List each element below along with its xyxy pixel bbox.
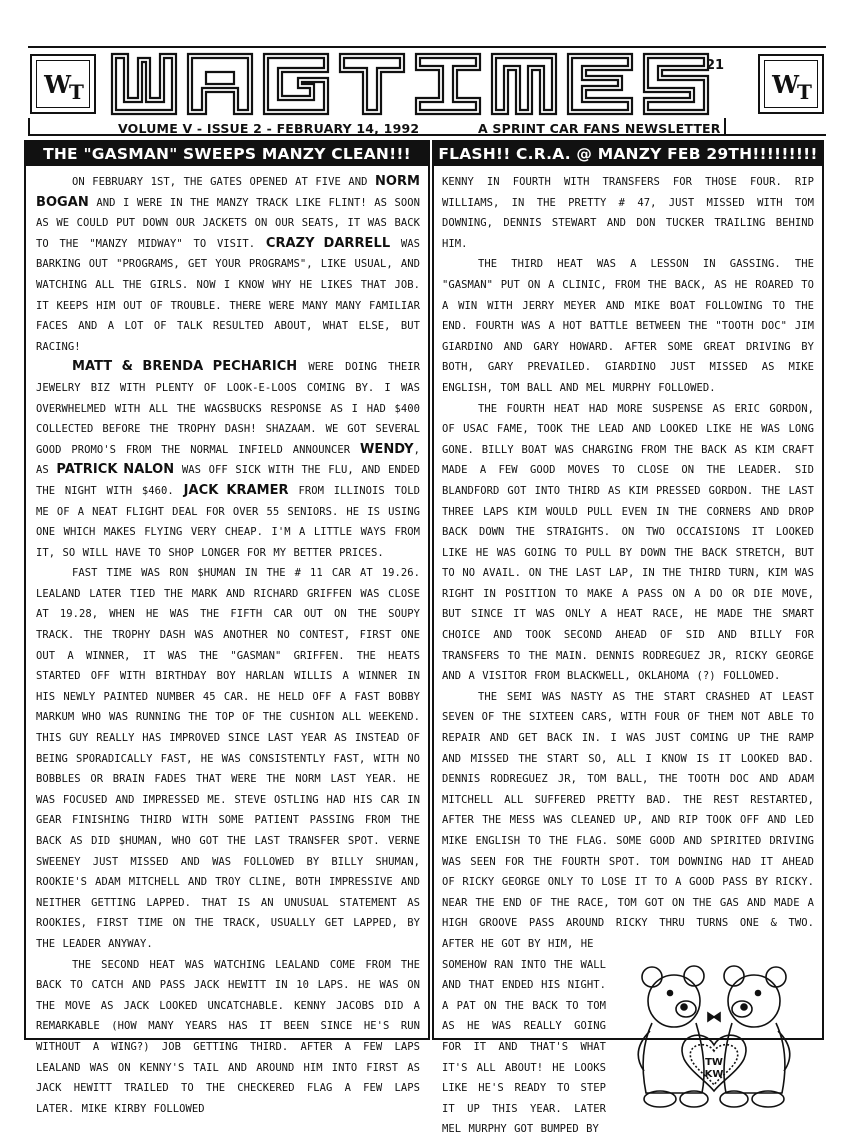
article-paragraph: SOMEHOW RAN INTO THE WALL AND THAT ENDED HIS NIGHT. A PAT ON THE BACK TO TOM AS HE WAS REALLY GOING FOR IT AND THAT'S WHAT IT'S ALL ABOUT! HE LOOKS LIKE HE'S READY TO STEP IT UP THIS YEAR. LATER MEL MURPHY GOT BUMPED BY [442,958,606,1136]
right-headline: FLASH!! C.R.A. @ MANZY FEB 29TH!!!!!!!!! [434,142,822,166]
teddy-bears-heart-illustration [614,961,814,1111]
wagtimes-title [108,50,748,118]
newsletter-tagline: A SPRINT CAR FANS NEWSLETTER [478,121,721,136]
name-crazy-darrell: CRAZY DARRELL [265,235,391,251]
title-letter-m [492,54,556,114]
wt-logo-left: $W_T$ [30,54,96,114]
name-jack-kramer: JACK KRAMER [183,482,289,498]
left-article-column [24,140,430,1115]
article-paragraph: MATT & BRENDA PECHARICH WERE DOING THEIR JEWELRY BIZ WITH PLENTY OF LOOK-E-LOOS COMING BY. I WAS OVERWHELMED WITH ALL THE WAGSBUCKS RESPONSE AS I HAD $400 COLLECTED BEFORE THE TROPHY DASH! SHAZAAM. WE GOT SEVERAL GOOD PROMO'S FROM THE NORMAL INFIELD ANNOUNCER WENDY, AS PATRICK NALON WAS OFF SICK WITH THE FLU, AND ENDED THE NIGHT WITH $460. JACK KRAMER FROM ILLINOIS TOLD ME OF A NEAT FLIGHT DEAL FOR OVER 55 SENIORS. HE IS USING ONE WHICH MAKES FLYING VERY CHEAP. I'M A LITTLE WAYS FROM IT, SO WILL HAVE TO SHOP LONGER FOR MY BETTER PRICES. [36,359,421,559]
title-letter-t [340,54,404,114]
name-pecharich: MATT & BRENDA PECHARICH [72,359,298,375]
right-article-column [432,140,824,1136]
left-headline: THE "GASMAN" SWEEPS MANZY CLEAN!!! [26,142,428,166]
title-letter-s [644,54,708,114]
name-patrick-nalon: PATRICK NALON [56,462,175,478]
article-paragraph: THE SECOND HEAT WAS WATCHING LEALAND COME FROM THE BACK TO CATCH AND PASS JACK HEWITT IN 10 LAPS. HE WAS ON THE MOVE AS JACK LOOKED UNCATCHABLE. KENNY JACOBS DID A REMARKABLE (HOW MANY YEARS HAS IT BEEN SINCE HE'S RUN WITHOUT A WING?) JOB GETTING THIRD. AFTER A FEW LAPS LEALAND WAS ON KENNY'S TAIL AND AROUND HIM INTO FIRST AS JACK HEWITT TRAILED TO THE CHECKERED FLAG A FEW LAPS LATER. MIKE KIRBY FOLLOWED [36,958,420,1115]
title-letter-a [188,54,252,114]
name-norm-bogan: NORM BOGAN [36,174,421,210]
article-paragraph: ON FEBRUARY 1ST, THE GATES OPENED AT FIVE AND NORM BOGAN AND I WERE IN THE MANZY TRACK LIKE FLINT! AS SOON AS WE COULD PUT DOWN OUR JACKETS ON OUR SEATS, IT WAS BACK TO THE "MANZY MIDWAY" TO VISIT. CRAZY DARRELL WAS BARKING OUT "PROGRAMS, GET YOUR PROGRAMS", LIKE USUAL, AND WATCHING ALL THE GIRLS. NOW I KNOW WHY HE LIKES THAT JOB. IT KEEPS HIM OUT OF TROUBLE. THERE WERE MANY MANY FAMILIAR FACES AND A LOT OF TALK RESULTED ABOUT, WHAT ELSE, BUT RACING! [36,174,421,353]
article-paragraph: THE THIRD HEAT WAS A LESSON IN GASSING. THE "GASMAN" PUT ON A CLINIC, FROM THE BACK, AS HE ROARED TO A WIN WITH JERRY MEYER AND MIKE BOAT FOLLOWING TO THE END. FOURTH WAS A HOT BATTLE BETWEEN THE "TOOTH DOC" JIM GIARDINO AND GARY HOWARD. AFTER SOME GREAT DRIVING BY BOTH, GARY PREVAILED. GIARDINO JUST MISSED AS MIKE ENGLISH, TOM BALL AND MEL MURPHY FOLLOWED. [442,258,814,394]
article-paragraph: KENNY IN FOURTH WITH TRANSFERS FOR THOSE FOUR. RIP WILLIAMS, IN THE PRETTY # 47, JUST MISSED WITH TOM DOWNING, DENNIS STEWART AND DON TUCKER TRAILING BEHIND HIM. [442,176,814,250]
article-paragraph: FAST TIME WAS RON $HUMAN IN THE # 11 CAR AT 19.26. LEALAND LATER TIED THE MARK AND RICHARD GRIFFEN WAS CLOSE AT 19.28, WHEN HE WAS THE FIFTH CAR OUT ON THE SOUPY TRACK. THE TROPHY DASH WAS ANOTHER NO CONTEST, FIRST ONE OUT A WINNER, IT WAS THE "GASMAN" GRIFFEN. THE HEATS STARTED OFF WITH BIRTHDAY BOY HARLAN WILLIS A WINNER IN HIS NEWLY PAINTED NUMBER 45 CAR. HE HELD OFF A FAST BOBBY MARKUM WHO WAS RUNNING THE TOP OF THE CUSHION ALL WEEKEND. THIS GUY REALLY HAS IMPROVED SINCE LAST YEAR AS INSTEAD OF BEING SPORADICALLY FAST, HE WAS CONSISTENTLY FAST, WITH NO BOBBLES OR BRAIN FADES THAT WERE THE NORM LAST YEAR. HE WAS FOCUSED AND IMPRESSED ME. STEVE OSTLING HAD HIS CAR IN GEAR FINISHING THIRD WITH SOME PATIENT PASSING FROM THE BACK AS DID $HUMAN, WHO GOT THE LAST TRANSFER SPOT. VERNE SWEENEY JUST MISSED AND WAS FOLLOWED BY BILLY SHUMAN, ROOKIE'S ADAM MITCHELL AND TROY CLINE, BOTH IMPRESSIVE AND NEITHER GETTING LAPPED. THAT IS AN UNUSUAL STATEMENT AS ROOKIES, FIRST TIME ON THE TRACK, USUALLY GET LAPPED, BY THE LEADER ANYWAY. [36,567,420,950]
left-article-body [36,172,421,1115]
masthead-right-tick [724,118,726,134]
initials-tw: TW [705,1056,723,1068]
wt-logo-right: $W_T$ [758,54,824,114]
right-article-body [442,172,814,1136]
masthead-bottom-rule [28,134,826,136]
initials-kw: KW [704,1068,724,1080]
title-letter-g [264,54,328,114]
title-letter-i [416,54,480,114]
title-letter-w [112,54,176,114]
volume-issue-date: VOLUME V - ISSUE 2 - FEBRUARY 14, 1992 [118,121,420,136]
article-paragraph: THE FOURTH HEAT HAD MORE SUSPENSE AS ERIC GORDON, OF USAC FAME, TOOK THE LEAD AND LOOKED LIKE HE WAS LONG GONE. BILLY BOAT WAS CHARGING FROM THE BACK AS KIM CRAFT MADE A FEW GOOD MOVES TO CLOSE ON THE LEADER. SID BLANDFORD GOT INTO THIRD AS KIM PRESSED GORDON. THE LAST THREE LAPS KIM WOULD PULL EVEN IN THE CORNERS AND DROP BACK DOWN THE STRAIGHTS. ON TWO OCCAISIONS IT LOOKED LIKE HE WAS GOING TO PULL BY DOWN THE BACK STRETCH, BUT TO NO AVAIL. ON THE LAST LAP, IN THE THIRD TURN, KIM WAS RIGHT IN POSITION TO MAKE A PASS ON A DO OR DIE MOVE, BUT SINCE IT WAS ONLY A HEAT RACE, HE MADE THE SMART CHOICE AND TOOK SECOND AHEAD OF SID AND BILLY FOR TRANSFERS TO THE MAIN. DENNIS RODREGUEZ JR, RICKY GEORGE AND A VISITOR FROM BLACKWELL, OKLAHOMA (?) FOLLOWED. [442,402,814,683]
title-letter-e [568,54,632,114]
name-wendy: WENDY [360,441,414,457]
article-paragraph: THE SEMI WAS NASTY AS THE START CRASHED AT LEAST SEVEN OF THE SIXTEEN CARS, WITH FOUR OF THEM NOT ABLE TO REPAIR AND GET BACK IN. I WAS JUST COMING UP THE RAMP AND MISSED THE START SO, ALL I KNOW IS IT LOOKED BAD. DENNIS RODREGUEZ JR, TOM BALL, THE TOOTH DOC AND ADAM MITCHELL ALL SUFFERED PRETTY BAD. THE REST RESTARTED, AFTER THE MESS WAS CLEANED UP, AND RIP TOOK OFF AND LED MIKE ENGLISH TO THE FLAG. SOME GOOD AND SPIRITED DRIVING WAS SEEN FOR THE FOURTH SPOT. TOM DOWNING HAD IT AHEAD OF RICKY GEORGE ONLY TO LOSE IT TO A GOOD PASS BY RICKY. NEAR THE END OF THE RACE, TOM GOT ON THE GAS AND MADE A HIGH GROOVE PASS AROUND RICKY THRU TURNS ONE & TWO. AFTER HE GOT BY HIM, HE [442,690,814,950]
issue-number: 21 [706,58,725,73]
masthead-top-rule [28,46,826,48]
masthead-left-tick [28,118,30,134]
